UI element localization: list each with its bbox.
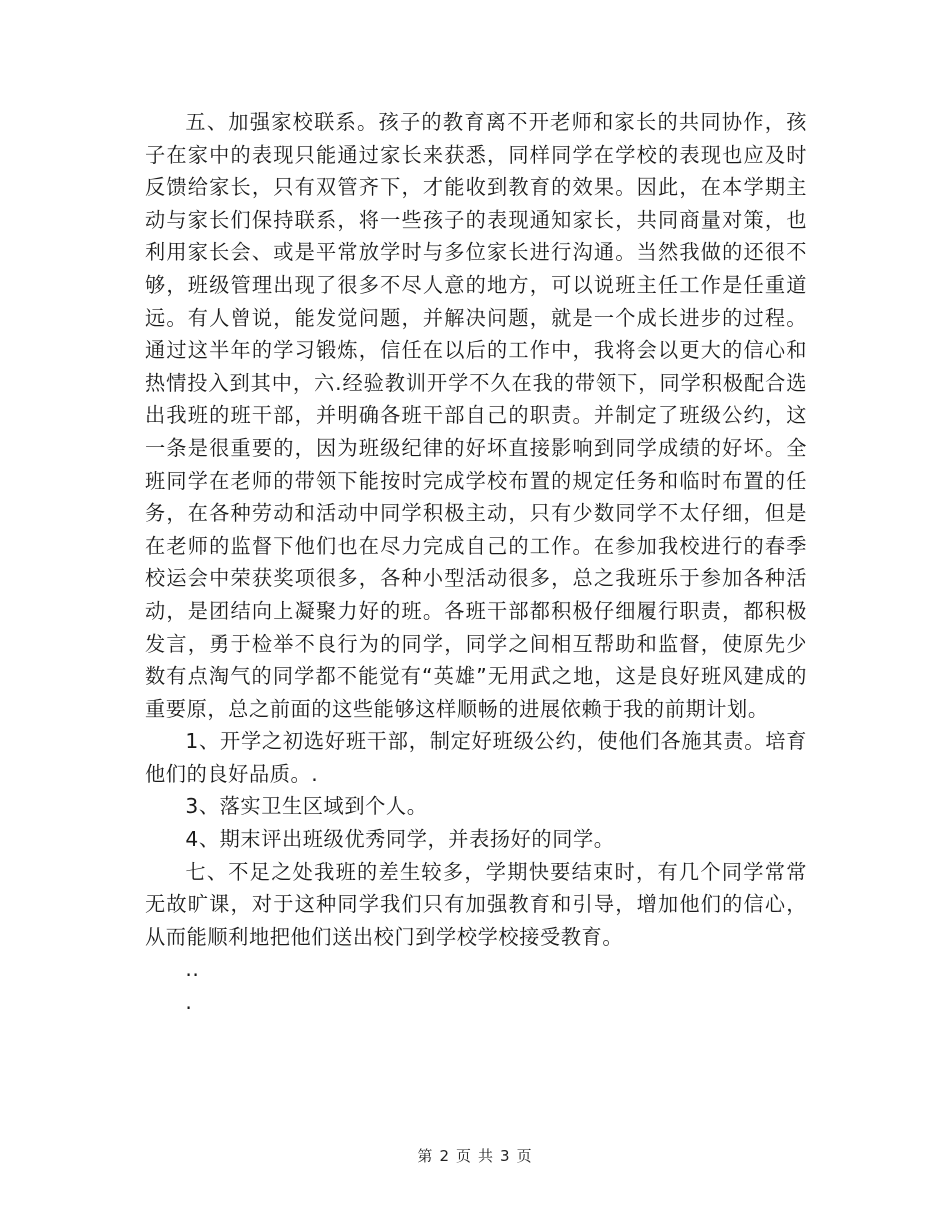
paragraph-dots: ..	[185, 957, 200, 982]
document-body	[145, 106, 807, 1019]
paragraph-item-3: 3、落实卫生区域到个人。	[185, 794, 428, 819]
footer-current-page: 2	[439, 1147, 450, 1165]
paragraph-shortcomings: 七、不足之处我班的差生较多，学期快要结束时，有几个同学常常无故旷课，对于这种同学我们只有加强教育和引导，增加他们的信心，从而能顺利地把他们送出校门到学校学校接受教育。	[145, 859, 807, 949]
paragraph-item-1: 1、开学之初选好班干部，制定好班级公约，使他们各施其责。培育他们的良好品质。.	[145, 729, 807, 786]
page-number-footer	[0, 1146, 950, 1166]
footer-total-pages: 3	[500, 1147, 511, 1165]
footer-total-label: 页	[516, 1147, 533, 1165]
footer-page-label: 页	[455, 1147, 472, 1165]
paragraph-item-4: 4、期末评出班级优秀同学，并表扬好的同学。	[185, 827, 615, 852]
paragraph-home-school-contact: 五、加强家校联系。孩子的教育离不开老师和家长的共同协作，孩子在家中的表现只能通过家长来获悉，同样同学在学校的表现也应及时反馈给家长，只有双管齐下，才能收到教育的效果。因此，在本学期主动与家长们保持联系，将一些孩子的表现通知家长，共同商量对策，也利用家长会、或是平常放学时与多位家长进行沟通。当然我做的还很不够，班级管理出现了很多不尽人意的地方，可以说班主任工作是任重道远。有人曾说，能发觉问题，并解决问题，就是一个成长进步的过程。通过这半年的学习锻炼，信任在以后的工作中，我将会以更大的信心和热情投入到其中，六.经验教训开学不久在我的带领下，同学积极配合选出我班的班干部，并明确各班干部自己的职责。并制定了班级公约，这一条是很重要的，因为班级纪律的好坏直接影响到同学成绩的好坏。全班同学在老师的带领下能按时完成学校布置的规定任务和临时布置的任务，在各种劳动和活动中同学积极主动，只有少数同学不太仔细，但是在老师的监督下他们也在尽力完成自己的工作。在参加我校进行的春季校运会中荣获奖项很多，各种小型活动很多，总之我班乐于参加各种活动，是团结向上凝聚力好的班。各班干部都积极仔细履行职责，都积极发言，勇于检举不良行为的同学，同学之间相互帮助和监督，使原先少数有点淘气的同学都不能觉有“英雄”无用武之地，这是良好班风建成的重要原，总之前面的这些能够这样顺畅的进展依赖于我的前期计划。	[145, 110, 807, 721]
footer-page-prefix: 第	[417, 1147, 434, 1165]
paragraph-dot: .	[185, 990, 193, 1015]
footer-total-prefix: 共	[478, 1147, 495, 1165]
